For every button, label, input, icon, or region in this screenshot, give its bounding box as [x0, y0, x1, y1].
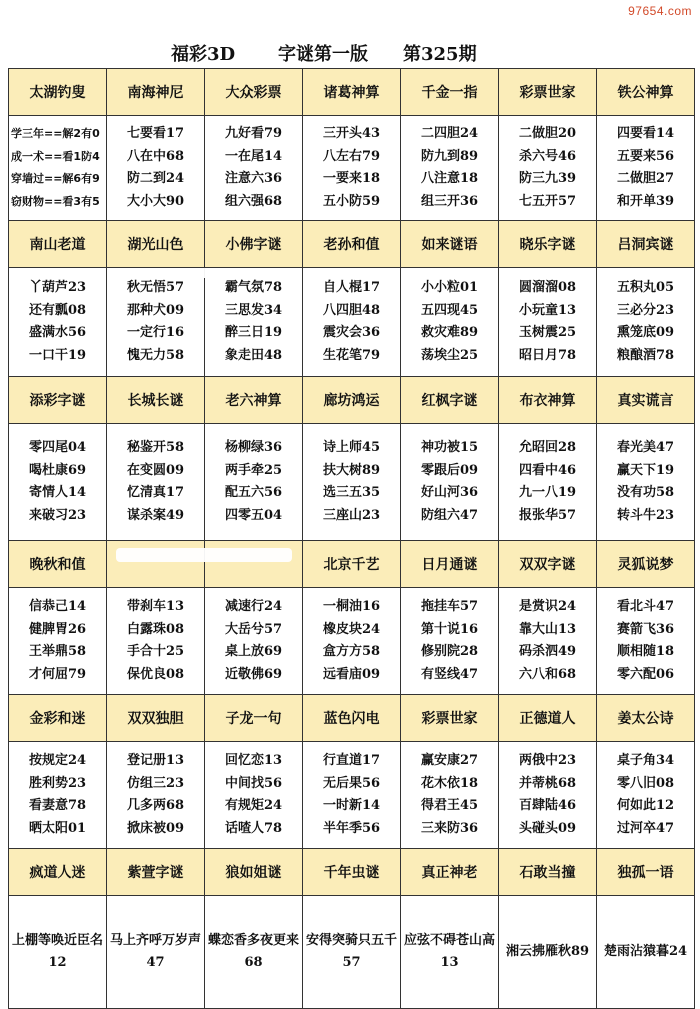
riddle-line: 还有瓢08	[28, 302, 87, 318]
riddle-line: 王举鼎58	[28, 644, 87, 659]
riddle-line: 救灾难89	[420, 325, 479, 340]
riddle-line: 好山河36	[420, 485, 479, 500]
riddle-cell	[499, 268, 597, 377]
riddle-line: 登记册13	[126, 753, 185, 768]
header-row	[9, 377, 695, 424]
column-author-header: 如来谜语	[401, 221, 499, 268]
riddle-line: 话喳人78	[224, 820, 283, 836]
riddle-line: 杨柳绿36	[224, 440, 283, 455]
column-author-header: 子龙一句	[205, 695, 303, 742]
riddle-line: 春光美47	[616, 440, 675, 455]
riddle-line: 保优良08	[126, 666, 185, 682]
riddle-line: 顺相随18	[616, 644, 675, 659]
header-row	[9, 221, 695, 268]
riddle-line: 头碰头09	[518, 820, 577, 836]
riddle-cell	[9, 424, 107, 541]
riddle-cell	[303, 588, 401, 695]
riddle-cell	[401, 268, 499, 377]
riddle-line: 报张华57	[518, 507, 577, 523]
riddle-line: 才何屈79	[28, 666, 87, 682]
riddle-line: 在变圆09	[126, 462, 185, 478]
riddle-line: 九一八19	[518, 485, 577, 500]
site-watermark: 97654.com	[628, 4, 692, 18]
column-author-header: 彩票世家	[499, 69, 597, 116]
riddle-line: 近敬佛69	[224, 666, 283, 682]
riddle-line: 晒太阳01	[28, 820, 87, 836]
riddle-line: 并蒂桃68	[518, 775, 577, 791]
riddle-line: 成一术==看1防4	[11, 149, 100, 163]
riddle-cell	[401, 896, 499, 1009]
riddle-line: 七要看17	[126, 126, 185, 141]
riddle-cell	[107, 742, 205, 849]
riddle-line: 盒方方58	[322, 644, 381, 659]
riddle-line: 第十说16	[420, 621, 479, 637]
riddle-line: 寄情人14	[28, 485, 87, 500]
riddle-line: 回忆恋13	[224, 753, 283, 768]
column-author-header: 紫萱字谜	[107, 849, 205, 896]
riddle-line: 扶大树89	[322, 462, 381, 478]
riddle-line: 有规矩24	[224, 798, 283, 813]
riddle-line: 零八旧08	[616, 775, 675, 791]
riddle-line: 八四胆48	[322, 302, 381, 318]
riddle-line: 五小防59	[322, 193, 381, 209]
riddle-line: 四看中46	[518, 462, 577, 478]
riddle-cell	[9, 268, 107, 377]
riddle-cell	[9, 588, 107, 695]
riddle-line: 一桐油16	[322, 599, 381, 614]
riddle-line: 穿墙过==解6有9	[11, 172, 100, 185]
riddle-line: 过河卒47	[616, 820, 675, 836]
riddle-line: 靠大山13	[518, 621, 577, 637]
column-author-header: 疯道人迷	[9, 849, 107, 896]
column-author-header: 湖光山色	[107, 221, 205, 268]
riddle-line: 学三年==解2有0	[11, 127, 100, 140]
riddle-line: 两手牵25	[224, 462, 283, 478]
riddle-line: 无后果56	[322, 775, 381, 791]
riddle-line: 防组六47	[420, 507, 479, 523]
riddle-line: 二四胆24	[420, 126, 479, 141]
column-author-header: 吕洞宾谜	[597, 221, 695, 268]
riddle-line: 熏笼底09	[616, 325, 675, 340]
riddle-cell	[205, 588, 303, 695]
riddle-line: 二做胆27	[616, 171, 675, 186]
column-author-header: 独孤一语	[597, 849, 695, 896]
column-author-header: 千金一指	[401, 69, 499, 116]
riddle-line: 丫葫芦23	[28, 280, 87, 295]
riddle-cell	[499, 424, 597, 541]
column-author-header: 彩票世家	[401, 695, 499, 742]
riddle-cell	[107, 116, 205, 221]
riddle-cell	[205, 424, 303, 541]
riddle-line: 玉树震25	[518, 325, 577, 340]
riddle-line: 一口干19	[28, 347, 87, 363]
riddle-line: 橡皮块24	[322, 621, 381, 637]
column-author-header: 千年虫谜	[303, 849, 401, 896]
riddle-cell	[9, 896, 107, 1009]
riddle-line: 码杀泗49	[518, 644, 577, 659]
riddle-line: 九好看79	[224, 126, 283, 141]
riddle-cell	[205, 268, 303, 377]
riddle-line: 来破习23	[28, 507, 87, 523]
riddle-row	[9, 424, 695, 541]
riddle-line: 远看庙09	[322, 666, 381, 682]
column-author-header: 添彩字谜	[9, 377, 107, 424]
riddle-line: 胜利势23	[28, 775, 87, 791]
riddle-cell	[303, 268, 401, 377]
riddle-cell	[597, 268, 695, 377]
riddle-line: 三开头43	[322, 126, 381, 141]
riddle-line: 三必分23	[616, 302, 675, 318]
riddle-line: 零四尾04	[28, 440, 87, 455]
riddle-line: 八左右79	[322, 148, 381, 164]
riddle-line: 组三开36	[420, 193, 479, 209]
riddle-cell	[205, 116, 303, 221]
column-author-header: 小佛字谜	[205, 221, 303, 268]
column-author-header: 日月通谜	[401, 541, 499, 588]
riddle-line: 八在中68	[126, 148, 185, 164]
riddle-line: 醉三日19	[224, 325, 283, 340]
column-author-header: 老孙和值	[303, 221, 401, 268]
riddle-line: 三来防36	[420, 820, 479, 836]
riddle-line: 大小大90	[126, 193, 185, 209]
riddle-line: 楚雨沾猿暮24	[603, 944, 688, 959]
riddle-line: 带刹车13	[126, 599, 185, 614]
riddle-line: 八注意18	[420, 171, 479, 186]
riddle-line: 行直道17	[322, 753, 381, 768]
riddle-line: 窃财物==看3有5	[11, 194, 100, 208]
column-author-header: 老六神算	[205, 377, 303, 424]
column-author-header: 姜太公诗	[597, 695, 695, 742]
riddle-row	[9, 588, 695, 695]
header-row	[9, 541, 695, 588]
riddle-line: 防二到24	[126, 171, 185, 186]
riddle-cell	[9, 116, 107, 221]
riddle-table	[8, 68, 695, 1009]
riddle-line: 象走田48	[224, 347, 283, 363]
riddle-line: 荡埃尘25	[420, 347, 479, 363]
riddle-line: 一时新14	[322, 798, 381, 813]
column-author-header: 狼如姐谜	[205, 849, 303, 896]
riddle-line: 半年季56	[322, 820, 381, 836]
riddle-cell	[107, 588, 205, 695]
riddle-line: 拖挂车57	[420, 599, 479, 614]
riddle-line: 霸气氛78	[224, 280, 283, 295]
riddle-line: 神功被15	[420, 440, 479, 455]
riddle-cell	[303, 896, 401, 1009]
riddle-cell	[401, 742, 499, 849]
column-author-header: 布衣神算	[499, 377, 597, 424]
column-author-header: 铁公神算	[597, 69, 695, 116]
riddle-cell	[499, 116, 597, 221]
obscured-region	[196, 268, 284, 278]
riddle-line: 手合十25	[126, 644, 185, 659]
riddle-line: 赛箭飞36	[616, 621, 675, 637]
riddle-line: 几多两68	[126, 798, 185, 813]
riddle-line: 赢安康27	[420, 753, 479, 768]
riddle-line: 五四现45	[420, 302, 479, 318]
column-author-header: 太湖钓叟	[9, 69, 107, 116]
riddle-line: 配五六56	[224, 485, 283, 500]
riddle-line: 二做胆20	[518, 126, 577, 141]
column-author-header: 长城长谜	[107, 377, 205, 424]
riddle-cell	[205, 896, 303, 1009]
riddle-line: 仿组三23	[126, 775, 185, 791]
column-author-header: 南海神尼	[107, 69, 205, 116]
column-author-header: 蓝色闪电	[303, 695, 401, 742]
page-title	[0, 40, 700, 64]
riddle-cell	[205, 742, 303, 849]
riddle-cell	[107, 268, 205, 377]
column-author-header: 廊坊鸿运	[303, 377, 401, 424]
riddle-line: 一在尾14	[224, 148, 283, 164]
riddle-cell	[107, 424, 205, 541]
riddle-line: 允昭回28	[518, 440, 577, 455]
riddle-line: 盛满水56	[28, 325, 87, 340]
riddle-row	[9, 742, 695, 849]
riddle-line: 两俄中23	[518, 753, 577, 768]
riddle-cell	[303, 116, 401, 221]
riddle-line: 粮酿酒78	[616, 347, 675, 363]
header-row	[9, 695, 695, 742]
riddle-line: 转斗牛23	[616, 507, 675, 523]
column-author-header: 晓乐字谜	[499, 221, 597, 268]
riddle-line: 忆清真17	[126, 485, 185, 500]
riddle-line: 秋无悟57	[126, 280, 185, 295]
riddle-line: 和开单39	[616, 193, 675, 209]
riddle-line: 三座山23	[322, 507, 381, 523]
riddle-cell	[401, 116, 499, 221]
riddle-cell	[499, 742, 597, 849]
column-author-header: 真正神老	[401, 849, 499, 896]
riddle-cell	[597, 116, 695, 221]
column-author-header: 南山老道	[9, 221, 107, 268]
riddle-line: 四零五04	[224, 507, 283, 523]
riddle-line: 圆溜溜08	[518, 280, 577, 295]
riddle-cell	[597, 424, 695, 541]
riddle-cell	[597, 896, 695, 1009]
riddle-line: 零跟后09	[420, 462, 479, 478]
column-author-header: 诸葛神算	[303, 69, 401, 116]
riddle-line: 谋杀案49	[126, 507, 185, 523]
riddle-line: 震灾会36	[322, 325, 381, 340]
riddle-line: 昭日月78	[518, 347, 577, 363]
issue-number: 第325期	[403, 44, 477, 65]
riddle-row	[9, 116, 695, 221]
column-author-header: 大众彩票	[205, 69, 303, 116]
column-author-header: 红枫字谜	[401, 377, 499, 424]
obscured-region	[116, 548, 292, 562]
riddle-line: 花木依18	[420, 775, 479, 791]
riddle-line: 组六强68	[224, 193, 283, 209]
riddle-line: 选三五35	[322, 485, 381, 500]
lottery-name: 福彩3D	[171, 44, 236, 65]
riddle-cell	[499, 896, 597, 1009]
riddle-line: 六八和68	[518, 666, 577, 682]
riddle-line: 愧无力58	[126, 347, 185, 363]
riddle-line: 信恭己14	[28, 599, 87, 614]
riddle-line: 按规定24	[28, 753, 87, 768]
riddle-line: 那种犬09	[126, 302, 185, 318]
riddle-line: 小小粒01	[420, 280, 479, 295]
riddle-line: 看妻意78	[28, 798, 87, 813]
riddle-line: 减速行24	[224, 599, 283, 614]
column-author-header: 石敢当撞	[499, 849, 597, 896]
riddle-line: 注意六36	[224, 171, 283, 186]
riddle-cell	[107, 896, 205, 1009]
riddle-cell	[9, 742, 107, 849]
column-author-header: 金彩和迷	[9, 695, 107, 742]
riddle-cell	[499, 588, 597, 695]
riddle-line: 没有功58	[616, 485, 675, 500]
riddle-line: 中间找56	[224, 775, 283, 791]
riddle-line: 自人棍17	[322, 280, 381, 295]
riddle-line: 安得突骑只五千57	[306, 933, 398, 970]
riddle-line: 有竖线47	[420, 666, 479, 682]
riddle-line: 上棚等唤近臣名12	[12, 933, 104, 970]
column-author-header: 真实谎言	[597, 377, 695, 424]
riddle-line: 零六配06	[616, 666, 675, 682]
riddle-line: 一要来18	[322, 171, 381, 186]
riddle-row	[9, 268, 695, 377]
riddle-cell	[401, 424, 499, 541]
riddle-line: 一定行16	[126, 325, 185, 340]
riddle-line: 四要看14	[616, 126, 675, 141]
riddle-line: 蝶恋香多夜更来68	[208, 933, 300, 970]
riddle-line: 三思发34	[224, 302, 283, 318]
riddle-line: 五积丸05	[616, 280, 675, 295]
riddle-line: 白露珠08	[126, 621, 185, 637]
column-author-header: 灵狐说梦	[597, 541, 695, 588]
column-author-header: 正德道人	[499, 695, 597, 742]
riddle-cell	[401, 588, 499, 695]
riddle-line: 大岳兮57	[224, 621, 283, 637]
riddle-line: 何如此12	[616, 798, 675, 813]
riddle-line: 看北斗47	[616, 599, 675, 614]
riddle-line: 秘鉴开58	[126, 440, 185, 455]
riddle-line: 应弦不碍苍山高13	[404, 933, 496, 970]
riddle-cell	[597, 588, 695, 695]
riddle-line: 小玩童13	[518, 302, 577, 318]
riddle-line: 七五开57	[518, 193, 577, 209]
column-author-header: 双双字谜	[499, 541, 597, 588]
riddle-line: 杀六号46	[518, 148, 577, 164]
riddle-line: 百肆陆46	[518, 798, 577, 813]
column-author-header: 晚秋和值	[9, 541, 107, 588]
riddle-cell	[303, 424, 401, 541]
riddle-line: 桌子角34	[616, 753, 675, 768]
riddle-line: 马上齐呼万岁声47	[110, 933, 202, 970]
riddle-line: 生花笔79	[322, 347, 381, 363]
riddle-row	[9, 896, 695, 1009]
page-subject: 字谜第一版	[278, 44, 368, 65]
riddle-line: 防九到89	[420, 148, 479, 164]
riddle-line: 掀床被09	[126, 820, 185, 836]
riddle-line: 健脾胃26	[28, 621, 87, 637]
header-row	[9, 849, 695, 896]
column-author-header: 北京千艺	[303, 541, 401, 588]
riddle-cell	[597, 742, 695, 849]
header-row	[9, 69, 695, 116]
riddle-line: 赢天下19	[616, 462, 675, 478]
riddle-line: 五要来56	[616, 148, 675, 164]
riddle-line: 修别院28	[420, 644, 479, 659]
riddle-line: 湘云拂雁秋89	[505, 944, 590, 959]
riddle-line: 诗上师45	[322, 440, 381, 455]
riddle-line: 喝杜康69	[28, 462, 87, 478]
riddle-cell	[303, 742, 401, 849]
riddle-line: 桌上放69	[224, 644, 283, 659]
riddle-line: 防三九39	[518, 171, 577, 186]
riddle-line: 是赏识24	[518, 599, 577, 614]
riddle-line: 得君王45	[420, 798, 479, 813]
column-author-header: 双双独胆	[107, 695, 205, 742]
